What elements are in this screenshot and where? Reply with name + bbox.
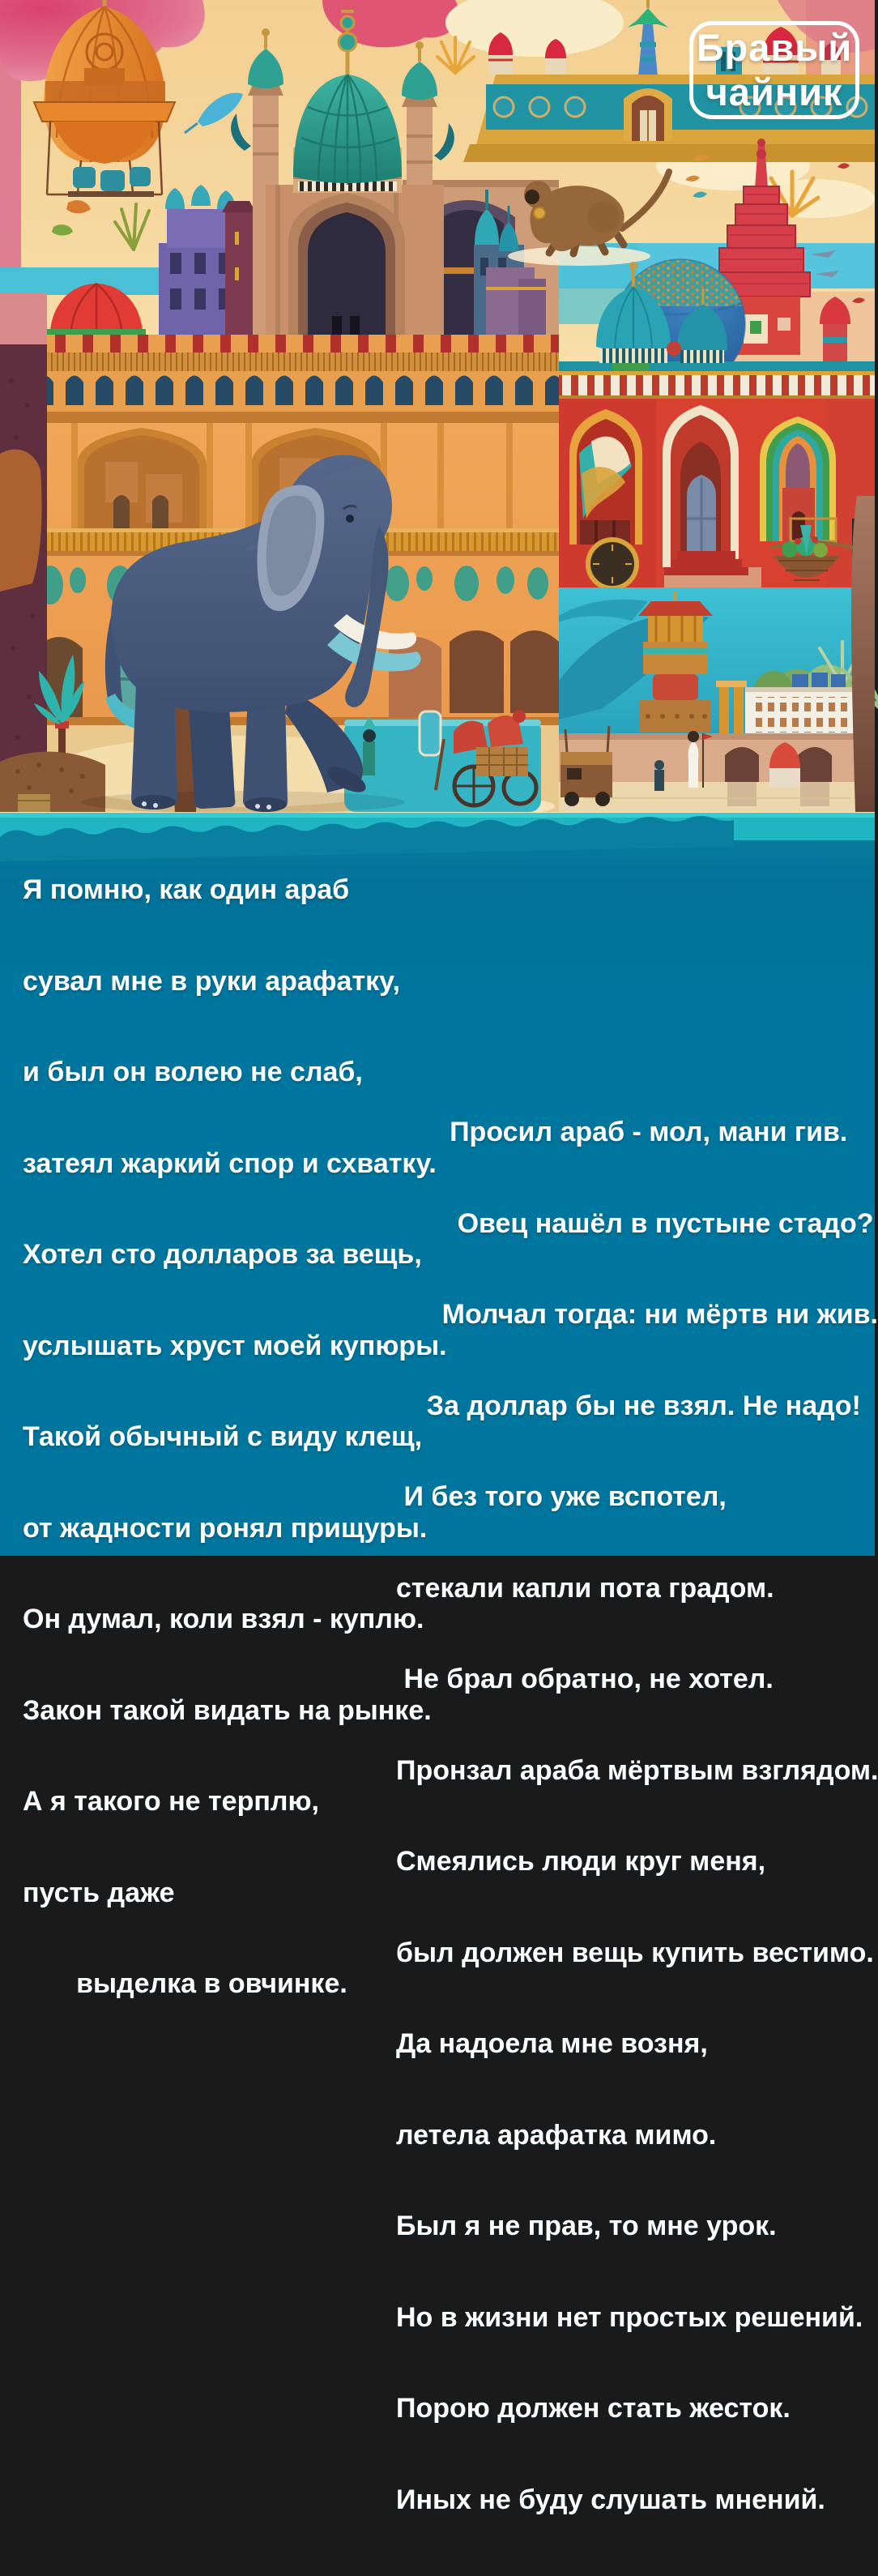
- right-rock-strip: [851, 496, 875, 812]
- poem-line: сувал мне в руки арафатку,: [23, 965, 400, 997]
- poem-line: И без того уже вспотел,: [396, 1481, 727, 1512]
- poem-right-column: [396, 1057, 878, 2576]
- poem-line: А я такого не терплю,: [23, 1786, 319, 1817]
- poem-line: услышать хруст моей купюры.: [23, 1330, 447, 1361]
- poem-line: Смеялись люди круг меня,: [396, 1846, 766, 1877]
- poem-line: выделка в овчинке.: [23, 1968, 347, 1999]
- poem-left-column: [23, 814, 447, 2061]
- poem-line: Да надоела мне возня,: [396, 2028, 708, 2059]
- poem-line: летела арафатка мимо.: [396, 2119, 717, 2151]
- red-building: [559, 371, 875, 588]
- poem-line: Молчал тогда: ни мёртв ни жив.: [396, 1299, 878, 1330]
- poem-line: Не брал обратно, не хотел.: [396, 1664, 774, 1694]
- beach-scene: [559, 587, 878, 812]
- poem-line: Просил араб - мол, мани гив.: [396, 1117, 848, 1147]
- poem-line: затеял жаркий спор и схватку.: [23, 1147, 437, 1179]
- poem-line: стекали капли пота градом.: [396, 1572, 774, 1604]
- poem-line: Но в жизни нет простых решений.: [396, 2301, 863, 2333]
- poem-line: Овец нашёл в пустыне стадо?: [396, 1207, 874, 1239]
- poem-line: Был я не прав, то мне урок.: [396, 2211, 777, 2241]
- poem-line: от жадности ронял прищуры.: [23, 1512, 428, 1544]
- poem-line: Хотел сто долларов за вещь,: [23, 1239, 422, 1270]
- illustration: [0, 0, 875, 814]
- poem-line: Иных не буду слушать мнений.: [396, 2484, 825, 2515]
- poem-line: Такой обычный с виду клещ,: [23, 1421, 423, 1452]
- poem-line: Пронзал араба мёртвым взглядом.: [396, 1754, 878, 1786]
- poem-line: За доллар бы не взял. Не надо!: [396, 1390, 861, 1421]
- small-red-tower: [820, 297, 850, 363]
- poem-line: был должен вещь купить вестимо.: [396, 1937, 874, 1968]
- watermark-line-1: Бравый: [696, 26, 853, 69]
- poem-line: Порою должен стать жесток.: [396, 2393, 791, 2424]
- poem-line: Он думал, коли взял - куплю.: [23, 1604, 424, 1634]
- poem-section: [0, 813, 878, 2515]
- poem-line: и был он волею не слаб,: [23, 1057, 363, 1087]
- poem-line: Я помню, как один араб: [23, 874, 350, 905]
- watermark-line-2: чайник: [705, 70, 843, 113]
- poem-line: Закон такой видать на рынке.: [23, 1694, 432, 1726]
- watermark-badge: [689, 21, 859, 119]
- poem-line: пусть даже: [23, 1877, 175, 1908]
